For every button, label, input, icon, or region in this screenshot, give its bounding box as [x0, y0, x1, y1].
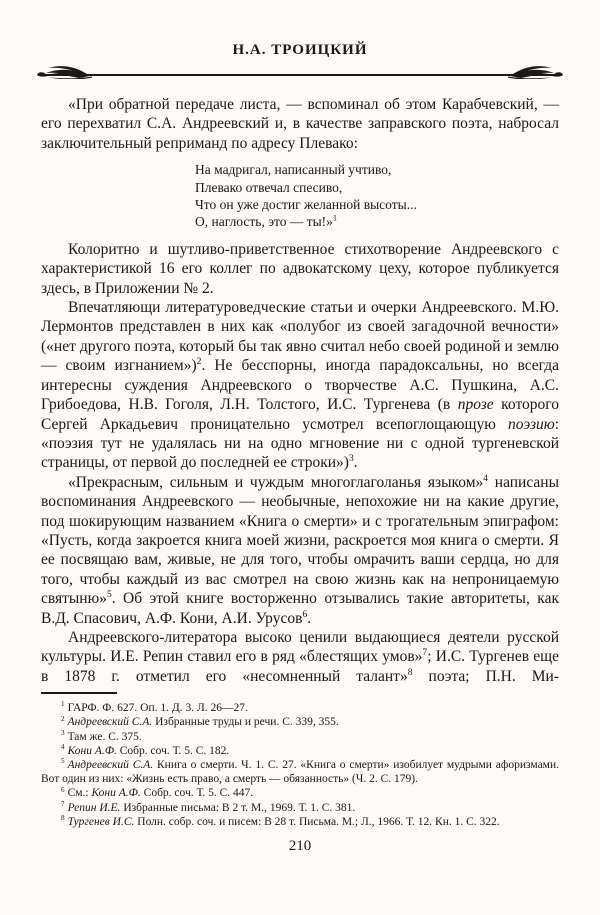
text-run: Избранные труды и речи. С. 339, 355. [152, 716, 339, 729]
footnote-ref: 2 [196, 356, 202, 368]
paragraph [41, 473, 559, 628]
flourish-ornament-left-icon [36, 63, 92, 79]
text-run: О, наглость, это — ты!» [195, 214, 333, 230]
footnote-marker: 3 [61, 728, 65, 737]
text-run: Собр. соч. Т. 5. С. 447. [140, 787, 254, 800]
footnote-item [41, 786, 559, 800]
paragraph [41, 628, 559, 686]
footnote-marker: 2 [61, 714, 65, 723]
footnote-list [41, 701, 559, 829]
footnote-marker: 1 [61, 700, 65, 709]
text-run: : «поэзия тут не удалялась ни на одно мгновение ни с одной тургеневской страницы, от первой до последней ее строки») [41, 415, 559, 472]
footnote-ref: 8 [407, 666, 413, 678]
footnote-ref: 5 [106, 589, 112, 600]
footnote-ref: 7 [422, 647, 428, 659]
italic-text: Кони А.Ф. [91, 787, 141, 800]
text-run: «Прекрасным, сильным и чуждым многоглаголанья языком» [68, 473, 484, 491]
text-run: См.: [67, 787, 92, 800]
italic-text: прозе [457, 396, 494, 414]
footnote-item [41, 730, 559, 744]
footnote-marker: 4 [61, 742, 65, 751]
italic-text: Андреевский С.А. [67, 759, 154, 771]
poem-block [195, 161, 559, 231]
text-run: поэта; П.Н. Ми- [412, 667, 559, 685]
paragraph [41, 298, 559, 473]
footnote-marker: 6 [61, 785, 65, 794]
italic-text: Андреевский С.А. [67, 716, 153, 729]
footnote-item [41, 758, 559, 786]
footnote-item [41, 715, 559, 729]
text-run: . [353, 454, 358, 472]
footnote-item [41, 801, 559, 815]
paragraph [41, 240, 559, 298]
poem-line [195, 213, 559, 230]
text-run: Книга о смерти. Ч. 1. С. 27. «Книга о смерти» изобилует мудрыми афоризмами. Вот один из них: «Жизнь есть право, а смерть — обязанность» (Ч. 2. С. 179). [41, 759, 559, 786]
text-run: Плевако отвечал спесиво, [195, 179, 343, 195]
running-header-author: Н.А. ТРОИЦКИЙ [232, 42, 368, 58]
text-run: . [307, 609, 312, 627]
poem-line [195, 161, 559, 178]
footnote-marker: 5 [61, 757, 65, 766]
text-run: . Об этой книге восторженно отзывались такие авторитеты, как В.Д. Спасович, А.Ф. Кони, А.И. Урусов [41, 590, 559, 627]
text-run: На мадригал, написанный учтиво, [195, 162, 392, 178]
text-run: Там же. С. 375. [67, 730, 142, 743]
text-run: Избранные письма: В 2 т. М., 1969. Т. 1. С. 381. [120, 801, 356, 814]
flourish-ornament-right-icon [508, 63, 564, 79]
text-run: Андреевского-литератора высоко ценили выдающиеся деятели русской культуры. И.Е. Репин ставил его в ряд «блестящих умов» [41, 628, 559, 666]
text-run: . Не бесспорны, иногда парадоксальны, но всегда интересны суждения Андреевского о творчестве А.С. Пушкина, А.С. Грибоедова, Н.В. Гоголя, Л.Н. Толстого, И.С. Тургенева (в [41, 357, 559, 414]
text-run: Колоритно и шутливо-приветственное стихотворение Андреевского с характеристикой 16 его коллег по адвокатскому цеху, которое публикуется здесь, в Приложении № 2. [41, 240, 559, 297]
italic-text: поэзию [508, 415, 555, 433]
footnote-item [41, 701, 559, 715]
page-number: 210 [288, 838, 312, 855]
italic-text: Тургенев И.С. [67, 815, 135, 828]
footnote-ref: 3 [348, 453, 354, 465]
footnote-separator [41, 692, 117, 694]
footnote-ref: 6 [302, 608, 308, 620]
footnote-item [41, 815, 559, 829]
text-run: Полн. собр. соч. и писем: В 28 т. Письма. М.; Л., 1966. Т. 12. Кн. 1. С. 322. [134, 815, 500, 828]
text-run: Собр. соч. Т. 5. С. 182. [116, 744, 230, 757]
text-run: «При обратной передаче листа, — вспоминал об этом Карабчевский, — его перехватил С.А. Андреевский и, в качестве заправского поэта, набросал заключительный реприманд по адресу Плевако: [41, 96, 559, 152]
footnote-item [41, 744, 559, 758]
text-run: ; И.С. Тургенев еще в 1878 г. отметил его «несомненный талант» [41, 648, 559, 685]
footnotes-section [41, 692, 559, 829]
text-run: Что он уже достиг желанной высоты... [195, 197, 417, 213]
text-run: которого Сергей Аркадьевич проницательно усмотрел всепоглощающую [41, 396, 559, 433]
text-run: ГАРФ. Ф. 627. Оп. 1. Д. 3. Л. 26—27. [67, 702, 248, 715]
paragraph [41, 95, 559, 153]
poem-line [195, 196, 559, 213]
text-run: Впечатляющи литературоведческие статьи и очерки Андреевского. М.Ю. Лермонтов представлен в них как «полубог из своей загадочной вечности» («нет другого поэта, который бы так явно считал небо своей родиной и землю — своим изгнанием») [41, 299, 559, 375]
footnote-marker: 7 [61, 799, 65, 808]
footnote-marker: 8 [61, 813, 65, 822]
italic-text: Кони А.Ф. [67, 744, 117, 757]
footnote-ref: 1 [332, 213, 338, 223]
header-rule-line [45, 74, 555, 76]
text-run: написаны воспоминания Андреевского — необычные, непохожие ни на какие другие, под шокирующим названием «Книга о смерти» и с трогательным эпиграфом: «Пусть, когда закроется книга моей жизни, раскроется моя книга о смерти. Я ее посвящаю вам, живые, не для того, чтобы омрачить ваши сердца, но для того, чтобы каждый из вас смотрел на свою жизнь как на непроницаемую святыню» [41, 473, 559, 608]
header-rule [41, 65, 559, 78]
poem-line [195, 179, 559, 196]
footnote-ref: 4 [483, 472, 489, 484]
italic-text: Репин И.Е. [67, 801, 121, 814]
body-text [41, 95, 559, 686]
